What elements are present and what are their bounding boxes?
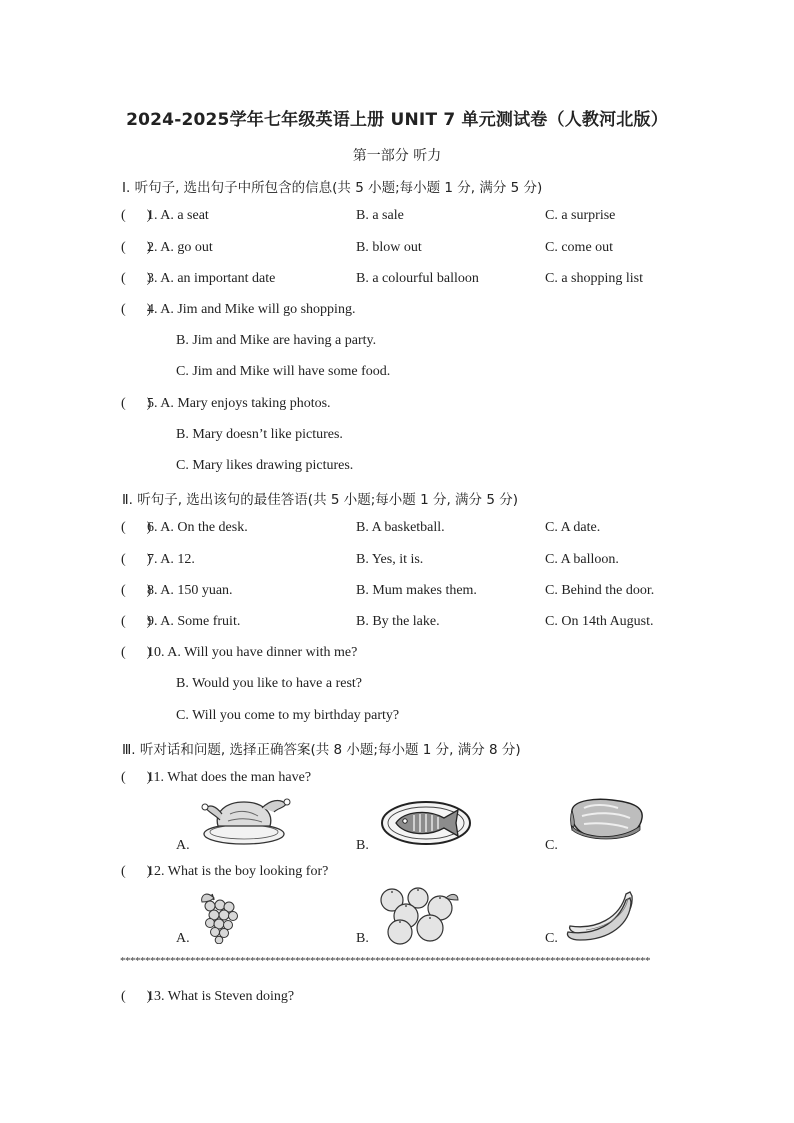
option-b-label: B. <box>356 838 369 853</box>
question-7-option-b: B. Yes, it is. <box>356 552 424 567</box>
question-9-option-c: C. On 14th August. <box>545 614 654 629</box>
question-8-option-a: 8. A. 150 yuan. <box>147 583 233 598</box>
question-10-option-c: C. Will you come to my birthday party? <box>176 708 400 723</box>
question-1-option-b: B. a sale <box>356 208 404 223</box>
answer-blank[interactable]: ( ) <box>121 770 152 785</box>
roast-chicken-icon[interactable] <box>200 794 292 846</box>
option-a-label: A. <box>176 838 190 853</box>
question-1-option-c: C. a surprise <box>545 208 616 223</box>
option-b-label: B. <box>356 931 369 946</box>
grapes-icon[interactable] <box>198 888 240 944</box>
question-3-option-b: B. a colourful balloon <box>356 271 479 286</box>
section-3-heading: Ⅲ. 听对话和问题, 选择正确答案(共 8 小题;每小题 1 分, 满分 8 分) <box>122 742 521 758</box>
answer-blank[interactable]: ( ) <box>121 552 152 567</box>
question-10-option-b: B. Would you like to have a rest? <box>176 676 363 691</box>
answer-blank[interactable]: ( ) <box>121 302 152 317</box>
part-heading: 第一部分 听力 <box>352 148 442 164</box>
question-3-option-a: 3. A. an important date <box>147 271 276 286</box>
page-title: 2024-2025学年七年级英语上册 UNIT 7 单元测试卷（人教河北版） <box>126 110 668 130</box>
oranges-icon[interactable] <box>376 886 460 946</box>
answer-blank[interactable]: ( ) <box>121 240 152 255</box>
question-7-option-a: 7. A. 12. <box>147 552 195 567</box>
question-4-option-c: C. Jim and Mike will have some food. <box>176 364 391 379</box>
answer-blank[interactable]: ( ) <box>121 271 152 286</box>
answer-blank[interactable]: ( ) <box>121 396 152 411</box>
question-2-option-b: B. blow out <box>356 240 422 255</box>
question-10-option-a: 10. A. Will you have dinner with me? <box>147 645 358 660</box>
answer-blank[interactable]: ( ) <box>121 583 152 598</box>
question-12-text: 12. What is the boy looking for? <box>147 864 329 879</box>
page-separator: ********************************************************************************************************** <box>120 955 650 967</box>
fish-on-plate-icon[interactable] <box>380 796 474 848</box>
question-8-option-b: B. Mum makes them. <box>356 583 477 598</box>
question-2-option-c: C. come out <box>545 240 614 255</box>
question-9-option-b: B. By the lake. <box>356 614 440 629</box>
question-5-option-a: 5. A. Mary enjoys taking photos. <box>147 396 331 411</box>
answer-blank[interactable]: ( ) <box>121 520 152 535</box>
answer-blank[interactable]: ( ) <box>121 989 152 1004</box>
section-2-heading: Ⅱ. 听句子, 选出该句的最佳答语(共 5 小题;每小题 1 分, 满分 5 分) <box>122 492 518 508</box>
question-13-text: 13. What is Steven doing? <box>147 989 295 1004</box>
question-6-option-c: C. A date. <box>545 520 601 535</box>
question-3-option-c: C. a shopping list <box>545 271 644 286</box>
question-6-option-b: B. A basketball. <box>356 520 445 535</box>
question-9-option-a: 9. A. Some fruit. <box>147 614 241 629</box>
question-4-option-b: B. Jim and Mike are having a party. <box>176 333 377 348</box>
question-2-option-a: 2. A. go out <box>147 240 213 255</box>
answer-blank[interactable]: ( ) <box>121 864 152 879</box>
option-c-label: C. <box>545 931 558 946</box>
section-1-heading: Ⅰ. 听句子, 选出句子中所包含的信息(共 5 小题;每小题 1 分, 满分 5 分) <box>122 180 543 196</box>
steak-icon[interactable] <box>566 796 646 842</box>
question-11-text: 11. What does the man have? <box>147 770 312 785</box>
question-6-option-a: 6. A. On the desk. <box>147 520 248 535</box>
question-8-option-c: C. Behind the door. <box>545 583 655 598</box>
question-5-option-b: B. Mary doesn’t like pictures. <box>176 427 343 442</box>
answer-blank[interactable]: ( ) <box>121 645 152 660</box>
question-4-option-a: 4. A. Jim and Mike will go shopping. <box>147 302 356 317</box>
option-c-label: C. <box>545 838 558 853</box>
question-5-option-c: C. Mary likes drawing pictures. <box>176 458 354 473</box>
option-a-label: A. <box>176 931 190 946</box>
bananas-icon[interactable] <box>566 890 636 942</box>
question-1-option-a: 1. A. a seat <box>147 208 209 223</box>
answer-blank[interactable]: ( ) <box>121 614 152 629</box>
answer-blank[interactable]: ( ) <box>121 208 152 223</box>
question-7-option-c: C. A balloon. <box>545 552 619 567</box>
